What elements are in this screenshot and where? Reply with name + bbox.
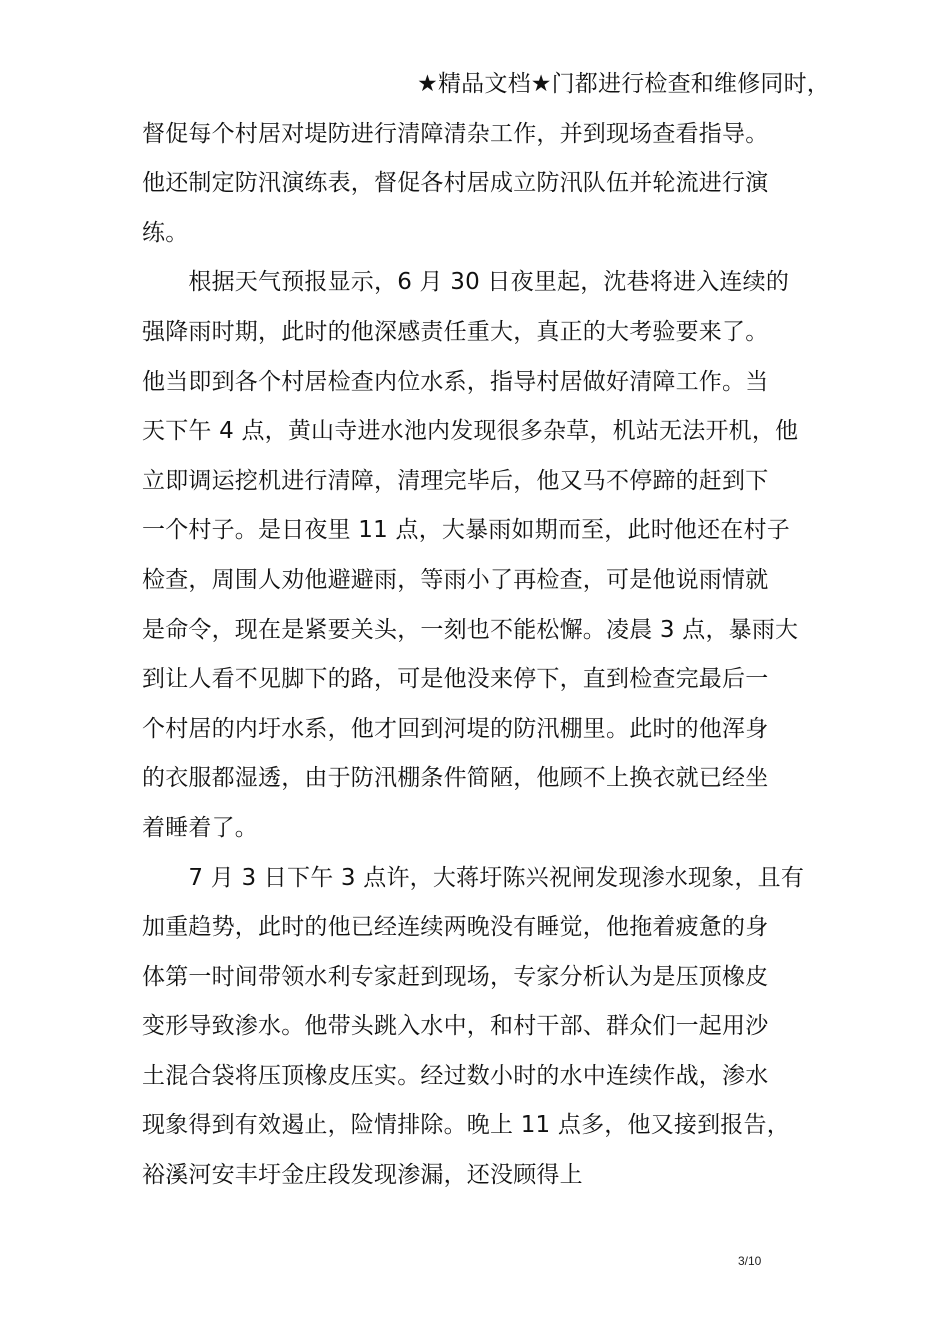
text-line: 7 月 3 日下午 3 点许，大蒋圩陈兴祝闸发现渗水现象，且有 bbox=[142, 864, 805, 891]
text-line: 着睡着了。 bbox=[142, 814, 258, 841]
text-line: 检查，周围人劝他避避雨，等雨小了再检查，可是他说雨情就 bbox=[142, 566, 769, 593]
text-line: 现象得到有效遏止，险情排除。晚上 11 点多，他又接到报告， bbox=[142, 1112, 790, 1139]
text-line: 天下午 4 点，黄山寺进水池内发现很多杂草，机站无法开机，他 bbox=[142, 418, 799, 445]
text-line: 加重趋势，此时的他已经连续两晚没有睡觉，他拖着疲惫的身 bbox=[142, 914, 769, 941]
text-line: 的衣服都湿透，由于防汛棚条件简陋，他顾不上换衣就已经坐 bbox=[142, 765, 769, 792]
header-line: ★精品文档★门都进行检查和维修同时， bbox=[417, 71, 830, 97]
text-line: 他当即到各个村居检查内位水系，指导村居做好清障工作。当 bbox=[142, 368, 769, 395]
text-line: 根据天气预报显示，6 月 30 日夜里起，沈巷将进入连续的 bbox=[142, 269, 790, 296]
document-body bbox=[142, 60, 832, 1201]
text-line: 练。 bbox=[142, 219, 189, 246]
page-number: 3/10 bbox=[738, 1254, 762, 1268]
text-line: 他还制定防汛演练表，督促各村居成立防汛队伍并轮流进行演 bbox=[142, 170, 769, 197]
text-line: 体第一时间带领水利专家赶到现场，专家分析认为是压顶橡皮 bbox=[142, 963, 769, 990]
text-line: 土混合袋将压顶橡皮压实。经过数小时的水中连续作战，渗水 bbox=[142, 1062, 769, 1089]
text-line: 立即调运挖机进行清障，清理完毕后，他又马不停蹄的赶到下 bbox=[142, 467, 769, 494]
text-line: 督促每个村居对堤防进行清障清杂工作，并到现场查看指导。 bbox=[142, 120, 769, 147]
text-line: 到让人看不见脚下的路，可是他没来停下，直到检查完最后一 bbox=[142, 666, 769, 693]
text-line: 变形导致渗水。他带头跳入水中，和村干部、群众们一起用沙 bbox=[142, 1013, 769, 1040]
text-line: 一个村子。是日夜里 11 点，大暴雨如期而至，此时他还在村子 bbox=[142, 517, 790, 544]
text-line: 是命令，现在是紧要关头，一刻也不能松懈。凌晨 3 点，暴雨大 bbox=[142, 616, 799, 643]
text-line: 裕溪河安丰圩金庄段发现渗漏，还没顾得上 bbox=[142, 1162, 583, 1189]
text-line: 个村居的内圩水系，他才回到河堤的防汛棚里。此时的他浑身 bbox=[142, 715, 769, 742]
text-line: 强降雨时期，此时的他深感责任重大，真正的大考验要来了。 bbox=[142, 318, 769, 345]
